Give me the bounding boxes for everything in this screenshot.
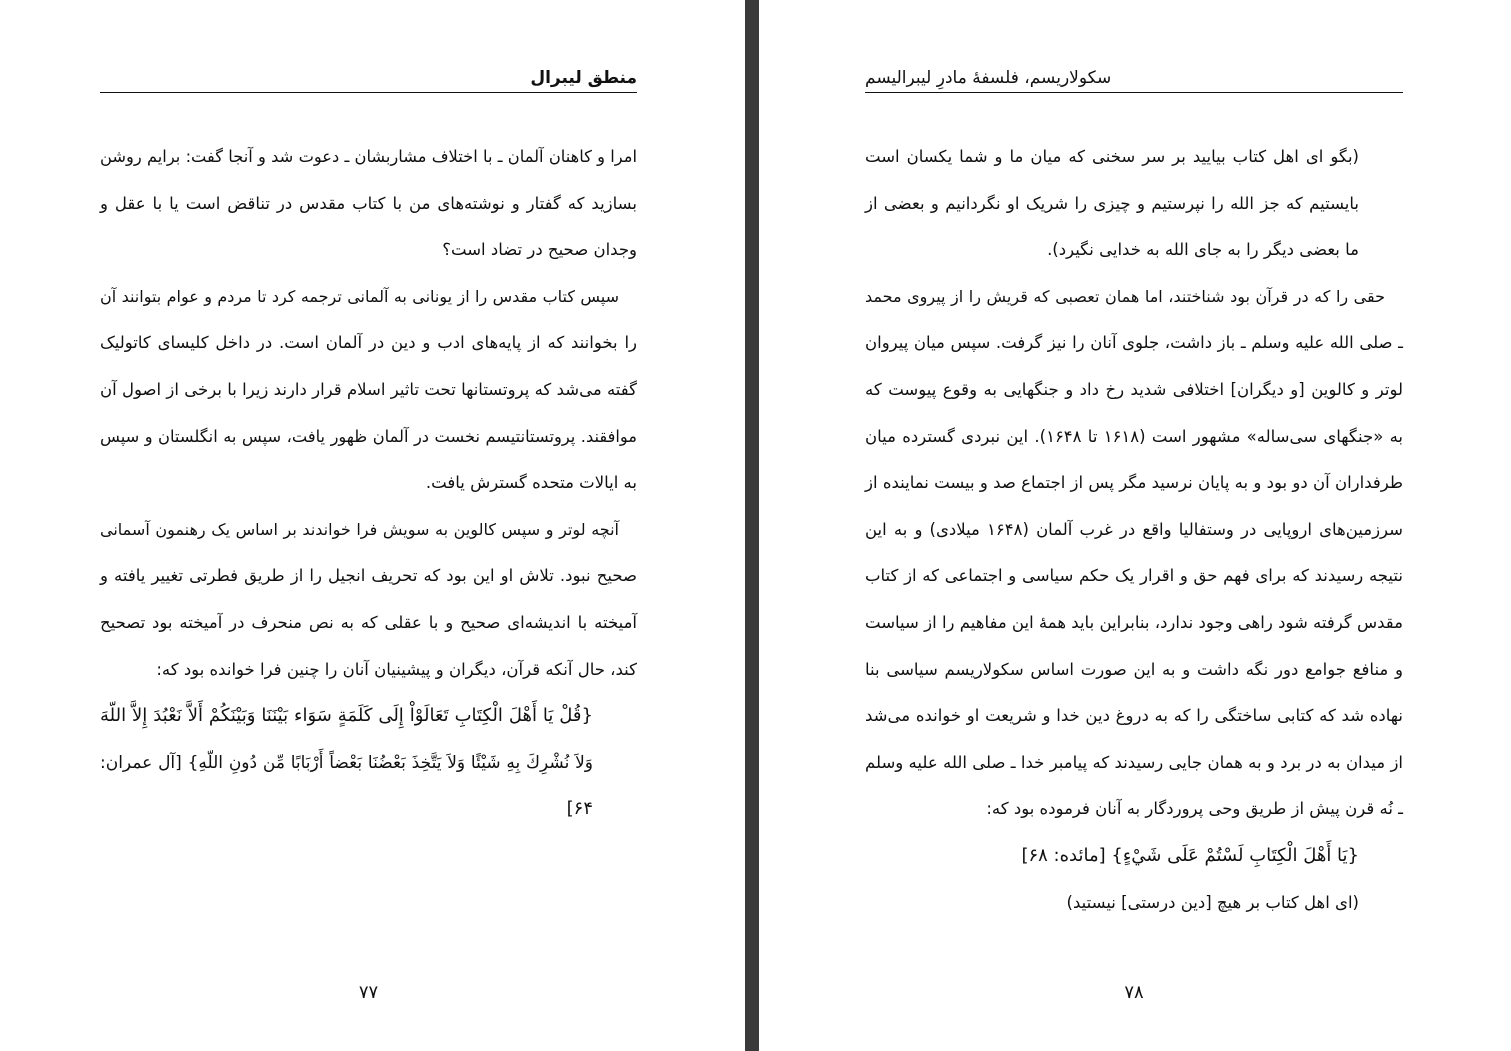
verse-translation [865, 880, 1403, 927]
translation-line: بایستیم که جز الله را نپرستیم و چیزی را شریک او نگردانیم و بعضی از [865, 193, 1359, 213]
running-header: سکولاریسم، فلسفۀ مادرِ لیبرالیسم [865, 68, 1112, 88]
quran-verse-line: وَلاَ نُشْرِكَ بِهِ شَيْئًا وَلاَ يَتَّخِذَ بَعْضُنَا بَعْضاً أَرْبَابًا مِّن دُونِ اللّهِ} [آل عمران: [100, 752, 593, 773]
translation-line: (بگو ای اهل کتاب بیایید بر سر سخنی که میان ما و شما یکسان است [865, 147, 1359, 166]
quran-verse [865, 833, 1403, 880]
text-line: کند، حال آنکه قرآن، دیگران و پیشینیان آنان را چنین فرا خوانده بود که: [156, 659, 637, 679]
text-line: از میدان به در برد و به همان جایی رسیدند که پیامبر خدا ـ صلی الله علیه وسلم [865, 752, 1403, 772]
text-line: نهاده شد که کتابی ساختگی را که به دروغ دین خدا و شریعت او خوانده می‌شد [865, 706, 1403, 726]
text-line: سپس کتاب مقدس را از یونانی به آلمانی ترجمه کرد تا مردم و عوام بتوانند آن [100, 286, 619, 306]
text-line: طرفداران آن دو بود و به پایان نرسید مگر پس از اجتماع صد و بیست نماینده از [865, 473, 1403, 493]
text-line: مقدس گرفته شود راهی وجود ندارد، بنابراین باید همۀ این مفاهیم را از سیاست [865, 612, 1403, 632]
text-line: به «جنگهای سی‌ساله» مشهور است (۱۶۱۸ تا ۱۶۴۸). این نبردی گسترده میان [865, 426, 1404, 446]
text-line: لوتر و کالوین [و دیگران] اختلافی شدید رخ داد و جنگهایی به وقوع پیوست که [865, 379, 1403, 399]
text-line: سرزمین‌های اروپایی در وستفالیا واقع در غرب آلمان (۱۶۴۸ میلادی) و به این [865, 519, 1403, 539]
text-line: به ایالات متحده گسترش یافت. [425, 473, 637, 493]
quran-verse-line: {يَا أَهْلَ الْكِتَابِ لَسْتُمْ عَلَى شَيْءٍ} [مائده: ۶۸] [1021, 844, 1359, 866]
paragraph [100, 274, 637, 507]
text-line: آمیخته با اندیشه‌ای صحیح و با عقلی که به نص منحرف در آمیخته بود تصحیح [100, 612, 637, 632]
text-line: حقی را که در قرآن بود شناختند، اما همان تعصبی که قریش را از پیروی محمد [865, 286, 1385, 306]
translation-line: (ای اهل کتاب بر هیچ [دین درستی] نیستید) [1066, 892, 1359, 912]
right-page [759, 0, 1511, 1051]
translation-line: ما بعضی دیگر را به جای الله به خدایی نگیرد). [1047, 240, 1359, 260]
quran-verse [100, 693, 637, 833]
text-line: بسازید که گفتار و نوشته‌های من با کتاب مقدس در تناقض است یا با عقل و [100, 193, 637, 213]
text-line: و منافع جوامع دور نگه داشت و به این صورت اساس سکولاریسم سیاسی بنا [865, 659, 1403, 679]
body-text [100, 134, 637, 833]
text-line: موافقند. پروتستانتیسم نخست در آلمان ظهور یافت، سپس به انگلستان و سپس [100, 426, 637, 446]
paragraph [100, 507, 637, 693]
header-rule [100, 92, 637, 93]
text-line: آنچه لوتر و سپس کالوین به سویش فرا خواندند بر اساس یک رهنمون آسمانی [100, 519, 619, 539]
text-line: را بخوانند که از پایه‌های ادب و دین در آلمان است. در داخل کلیسای کاتولیک [100, 333, 637, 353]
page-spine [745, 0, 759, 1051]
left-page [0, 0, 745, 1051]
running-header: منطق لیبرال [530, 68, 637, 88]
verse-translation [865, 134, 1403, 274]
paragraph [865, 274, 1403, 833]
text-line: نتیجه رسیدند که برای فهم حق و اقرار یک حکم سیاسی و اجتماعی که از کتاب [865, 566, 1403, 586]
text-line: صحیح نبود. تلاش او این بود که تحریف انجیل را از طریق فطرتی تغییر یافته و [100, 566, 637, 586]
text-line: ـ صلی الله علیه وسلم ـ باز داشت، جلوی آنان را نیز گرفت. سپس میان پیروان [865, 333, 1403, 353]
header-rule [865, 92, 1403, 93]
page-number: ۷۷ [358, 982, 379, 1003]
page-number: ۷۸ [1124, 982, 1144, 1003]
quran-verse-line: {قُلْ يَا أَهْلَ الْكِتَابِ تَعَالَوْاْ إِلَى كَلَمَةٍ سَوَاء بَيْنَنَا وَبَيْنَكُمْ أَلاَّ نَعْبُدَ إِلاَّ اللّهَ [100, 705, 593, 727]
quran-verse-line: ۶۴] [566, 798, 593, 820]
text-line: امرا و کاهنان آلمان ـ با اختلاف مشاربشان ـ دعوت شد و آنجا گفت: برایم روشن [100, 147, 637, 166]
text-line: وجدان صحیح در تضاد است؟ [442, 240, 637, 260]
paragraph [100, 134, 637, 274]
text-line: ـ نُه قرن پیش از طریق وحی پروردگار به آنان فرموده بود که: [986, 799, 1403, 819]
body-text [865, 134, 1403, 926]
text-line: گفته می‌شد که پروتستانها تحت تاثیر اسلام قرار دارند زیرا با برخی از اصول آن [100, 379, 637, 399]
